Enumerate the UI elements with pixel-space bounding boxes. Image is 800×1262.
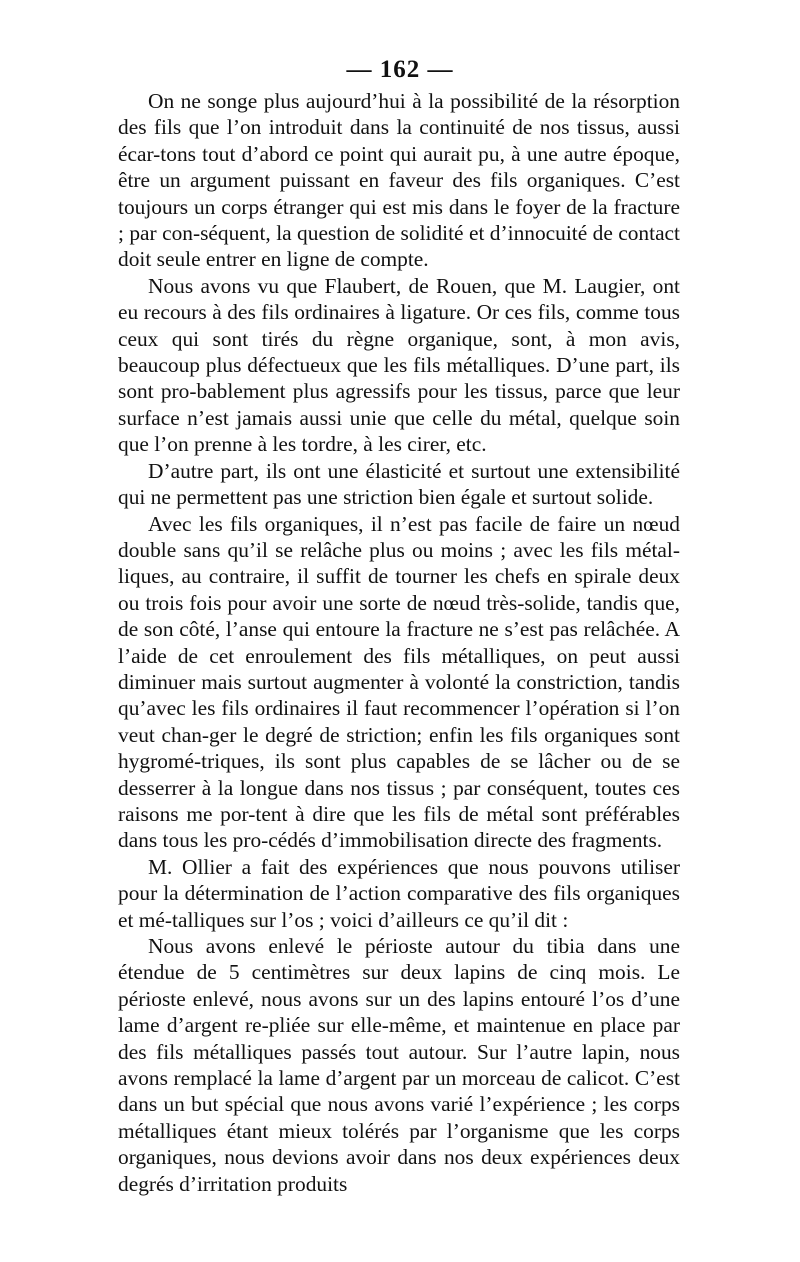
paragraph-5: M. Ollier a fait des expériences que nous pouvons utiliser pour la détermination de l’action comparative des fils organiques et mé-talliques sur l’os ; voici d’ailleurs ce qu’il dit : [118, 854, 680, 932]
paragraph-3: D’autre part, ils ont une élasticité et surtout une extensibilité qui ne permettent pas une striction bien égale et surtout solide. [118, 458, 680, 510]
paragraph-2: Nous avons vu que Flaubert, de Rouen, que M. Laugier, ont eu recours à des fils ordinaires à ligature. Or ces fils, comme tous ceux qui sont tirés du règne organique, sont, à mon avis, beaucoup plus défectueux que les fils métalliques. D’une part, ils sont pro-bablement plus agressifs pour les tissus, parce que leur surface n’est jamais aussi unie que celle du métal, quelque soin que l’on prenne à les tordre, à les cirer, etc. [118, 273, 680, 457]
page-number: — 162 — [346, 56, 454, 83]
paragraph-6: Nous avons enlevé le périoste autour du tibia dans une étendue de 5 centimètres sur deux lapins de cinq mois. Le périoste enlevé, nous avons sur un des lapins entouré l’os d’une lame d’argent re-pliée sur elle-même, et maintenue en place par des fils métalliques passés tout autour. Sur l’autre lapin, nous avons remplacé la lame d’argent par un morceau de calicot. C’est dans un but spécial que nous avons varié l’expérience ; les corps métalliques étant mieux tolérés par l’organisme que les corps organiques, nous devions avoir dans nos deux expériences deux degrés d’irritation produits [118, 934, 680, 1196]
paragraph-1: On ne songe plus aujourd’hui à la possibilité de la résorption des fils que l’on introduit dans la continuité de nos tissus, aussi écar-tons tout d’abord ce point qui aurait pu, à une autre époque, être un argument puissant en faveur des fils organiques. C’est toujours un corps étranger qui est mis dans le foyer de la fracture ; par con-séquent, la question de solidité et d’innocuité de contact doit seule entrer en ligne de compte. [118, 89, 680, 272]
paragraph-4: Avec les fils organiques, il n’est pas facile de faire un nœud double sans qu’il se relâche plus ou moins ; avec les fils métal-liques, au contraire, il suffit de tourner les chefs en spirale deux ou trois fois pour avoir une sorte de nœud très-solide, tandis que, de son côté, l’anse qui entoure la fracture ne s’est pas relâchée. A l’aide de cet enroulement des fils métalliques, on peut aussi diminuer mais surtout augmenter à volonté la constriction, tandis qu’avec les fils ordinaires il faut recommencer l’opération si l’on veut chan-ger le degré de striction; enfin les fils organiques sont hygromé-triques, ils sont plus capables de se lâcher ou de se desserrer à la longue dans nos tissus ; par conséquent, toutes ces raisons me por-tent à dire que les fils de métal sont préférables dans tous les pro-cédés d’immobilisation directe des fragments. [118, 511, 680, 853]
body-text [118, 88, 680, 1197]
